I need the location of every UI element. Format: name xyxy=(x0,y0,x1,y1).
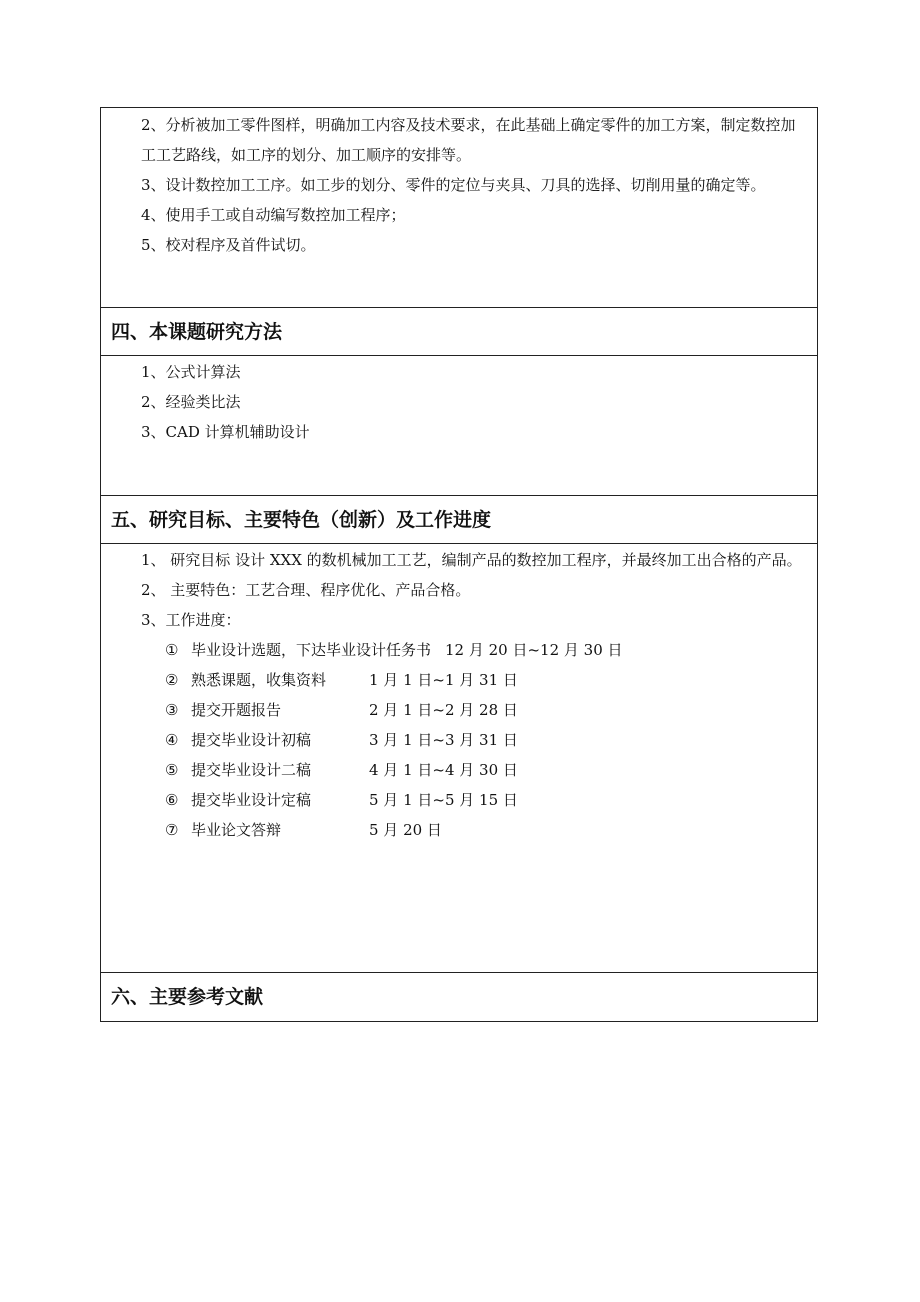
method-item-1: 1、公式计算法 xyxy=(141,363,241,381)
section3-content-cell xyxy=(101,108,817,308)
method-item-2: 2、经验类比法 xyxy=(141,393,241,411)
schedule-row: ③ 提交开题报告 2 月 1 日~2 月 28 日 xyxy=(165,701,518,719)
schedule-row: ④ 提交毕业设计初稿 3 月 1 日~3 月 31 日 xyxy=(165,731,518,749)
method-item-3: 3、CAD 计算机辅助设计 xyxy=(141,423,310,441)
schedule-row: ⑥ 提交毕业设计定稿 5 月 1 日~5 月 15 日 xyxy=(165,791,518,809)
schedule-row: ① 毕业设计选题，下达毕业设计任务书 12 月 20 日~12 月 30 日 xyxy=(165,641,623,659)
section4-heading: 四、本课题研究方法 xyxy=(101,308,817,356)
section5-heading: 五、研究目标、主要特色（创新）及工作进度 xyxy=(101,496,817,544)
section6-heading: 六、主要参考文献 xyxy=(111,986,264,1008)
section5-content-cell xyxy=(101,544,817,973)
main-features: 2、 主要特色：工艺合理、程序优化、产品合格。 xyxy=(141,581,471,599)
schedule-row: ⑦ 毕业论文答辩 5 月 20 日 xyxy=(165,821,442,839)
section3-item-2: 2、分析被加工零件图样，明确加工内容及技术要求，在此基础上确定零件的加工方案，制定数控加工工艺路线，如工序的划分、加工顺序的安排等。 xyxy=(141,116,796,164)
section3-item-4: 4、使用手工或自动编写数控加工程序； xyxy=(141,206,406,224)
section4-content-cell xyxy=(101,356,817,496)
schedule-row: ② 熟悉课题，收集资料 1 月 1 日~1 月 31 日 xyxy=(165,671,518,689)
section3-item-3: 3、设计数控加工工序。如工步的划分、零件的定位与夹具、刀具的选择、切削用量的确定等。 xyxy=(141,176,766,194)
section3-item-5: 5、校对程序及首件试切。 xyxy=(141,236,316,254)
research-goal: 1、 研究目标 设计 XXX 的数机械加工工艺，编制产品的数控加工程序，并最终加工出合格的产品。 xyxy=(141,551,802,569)
progress-label: 3、工作进度： xyxy=(141,611,241,629)
report-table xyxy=(100,107,818,1022)
schedule-row: ⑤ 提交毕业设计二稿 4 月 1 日~4 月 30 日 xyxy=(165,761,518,779)
